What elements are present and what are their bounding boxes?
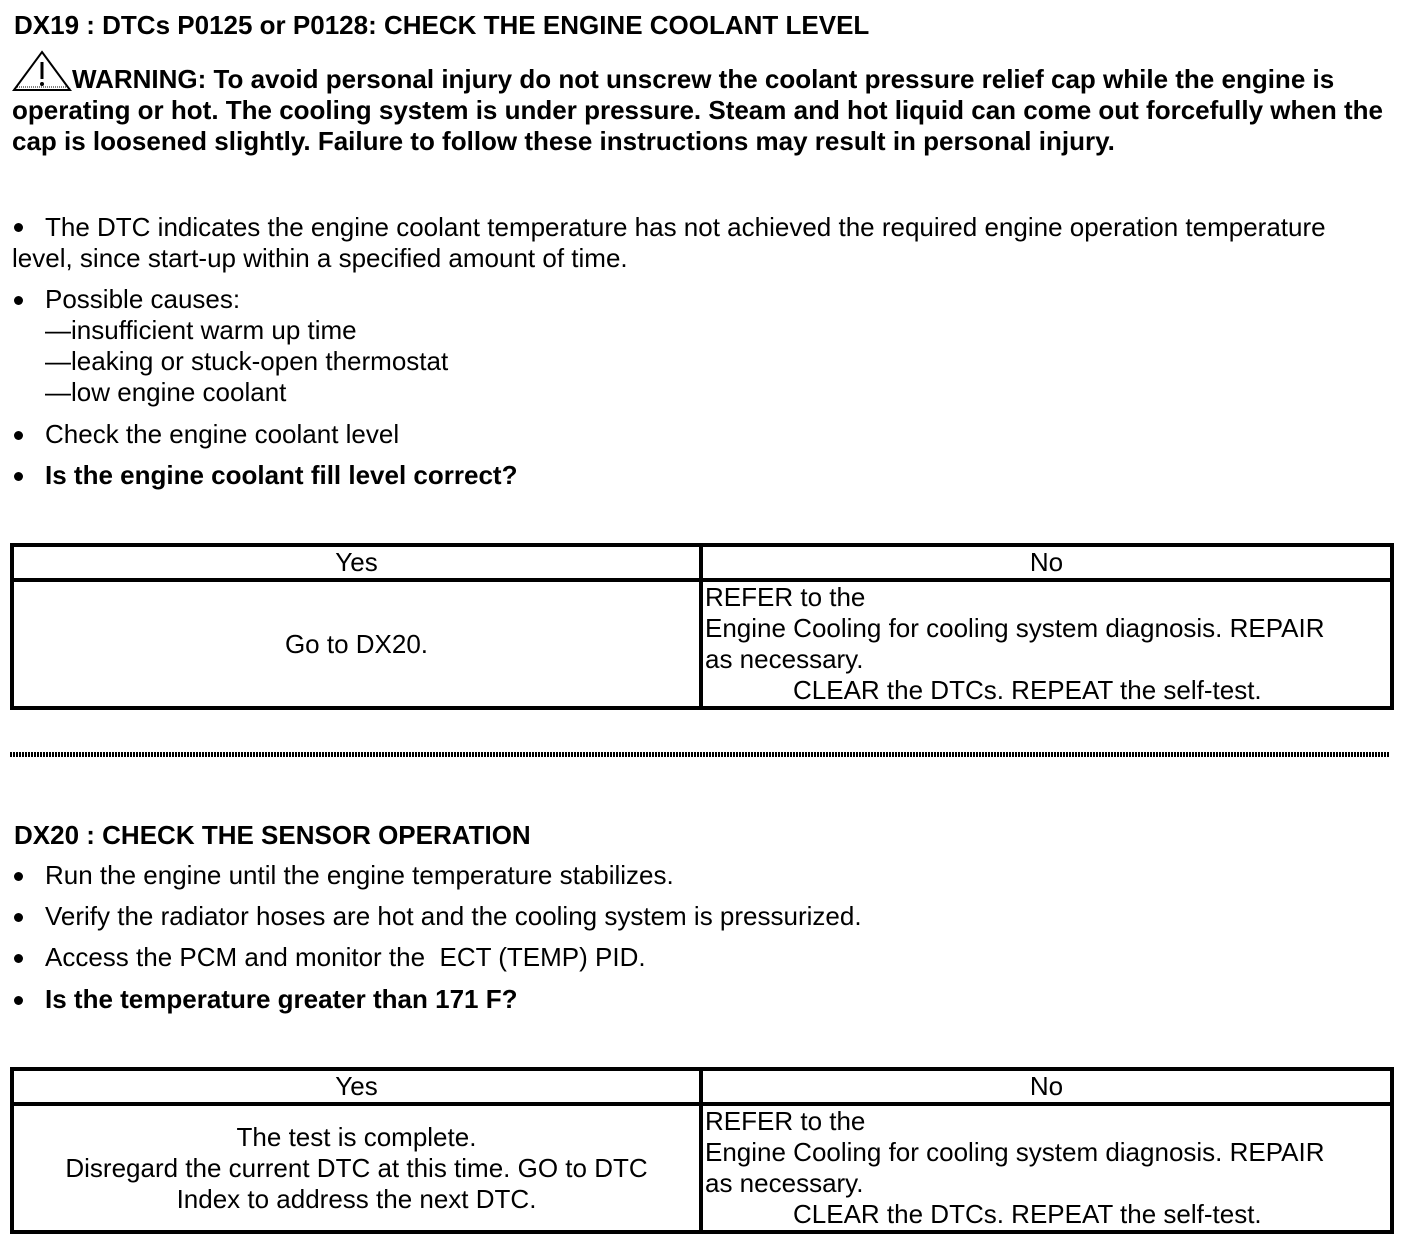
dx20-step-text: Run the engine until the engine temperature stabilizes. [45, 860, 674, 890]
dx20-result-table [10, 1067, 1394, 1234]
dx20-title: DX20 : CHECK THE SENSOR OPERATION [14, 820, 531, 850]
yes-cell [12, 580, 701, 708]
yes-line: The test is complete. [236, 1121, 477, 1152]
yes-cell [12, 1104, 701, 1232]
dx19-question-text: Is the engine coolant fill level correct? [45, 460, 518, 490]
cause-item: —low engine coolant [45, 377, 287, 407]
yes-header: Yes [12, 545, 701, 580]
causes-label: Possible causes: [45, 284, 241, 314]
no-cell [701, 580, 1392, 708]
yes-line: Disregard the current DTC at this time. GO to DTC [65, 1152, 648, 1183]
dx20-step-text: Access the PCM and monitor the ECT (TEMP) PID. [45, 942, 646, 972]
dtc-note-text: The DTC indicates the engine coolant temperature has not achieved the required engine operation temperature level, since start-up within a specified amount of time. [12, 212, 1326, 273]
dx19-title: DX19 : DTCs P0125 or P0128: CHECK THE ENGINE COOLANT LEVEL [14, 10, 870, 40]
no-line: CLEAR the DTCs. REPEAT the self-test. [793, 1199, 1262, 1229]
bullet-dot [14, 954, 23, 963]
no-line: Engine Cooling for cooling system diagnosis. REPAIR [705, 613, 1325, 643]
warning-text: WARNING: To avoid personal injury do not unscrew the coolant pressure relief cap while the engine is operating or hot. The cooling system is under pressure. Steam and hot liquid can come out forcefully when the cap is loosened slightly. Failure to follow these instructions may result in personal injury. [12, 64, 1383, 156]
no-line: REFER to the [705, 1106, 866, 1136]
cause-item: —insufficient warm up time [45, 315, 357, 345]
no-header: No [701, 1069, 1392, 1104]
bullet-dot [14, 472, 23, 481]
cause-item: —leaking or stuck-open thermostat [45, 346, 449, 376]
bullet-dot [14, 223, 23, 232]
dx19-result-table [10, 543, 1394, 710]
no-line: Engine Cooling for cooling system diagnosis. REPAIR [705, 1137, 1325, 1167]
no-header: No [701, 545, 1392, 580]
warning-triangle-icon [12, 50, 72, 92]
check-step-text: Check the engine coolant level [45, 419, 400, 449]
bullet-dot [14, 296, 23, 305]
bullet-dot [14, 996, 23, 1005]
dx20-step-text: Verify the radiator hoses are hot and the cooling system is pressurized. [45, 901, 862, 931]
yes-text: Go to DX20. [284, 628, 429, 659]
no-line: as necessary. [705, 644, 864, 674]
yes-line: Index to address the next DTC. [176, 1183, 537, 1214]
no-line: CLEAR the DTCs. REPEAT the self-test. [793, 675, 1262, 705]
bullet-dot [14, 431, 23, 440]
dtc-note [12, 212, 1392, 274]
no-cell [701, 1104, 1392, 1232]
no-line: REFER to the [705, 582, 866, 612]
dx20-question-text: Is the temperature greater than 171 F? [45, 984, 518, 1014]
bullet-dot [14, 872, 23, 881]
section-divider [10, 752, 1390, 757]
yes-header: Yes [12, 1069, 701, 1104]
warning-block [12, 50, 1392, 157]
bullet-dot [14, 913, 23, 922]
no-line: as necessary. [705, 1168, 864, 1198]
